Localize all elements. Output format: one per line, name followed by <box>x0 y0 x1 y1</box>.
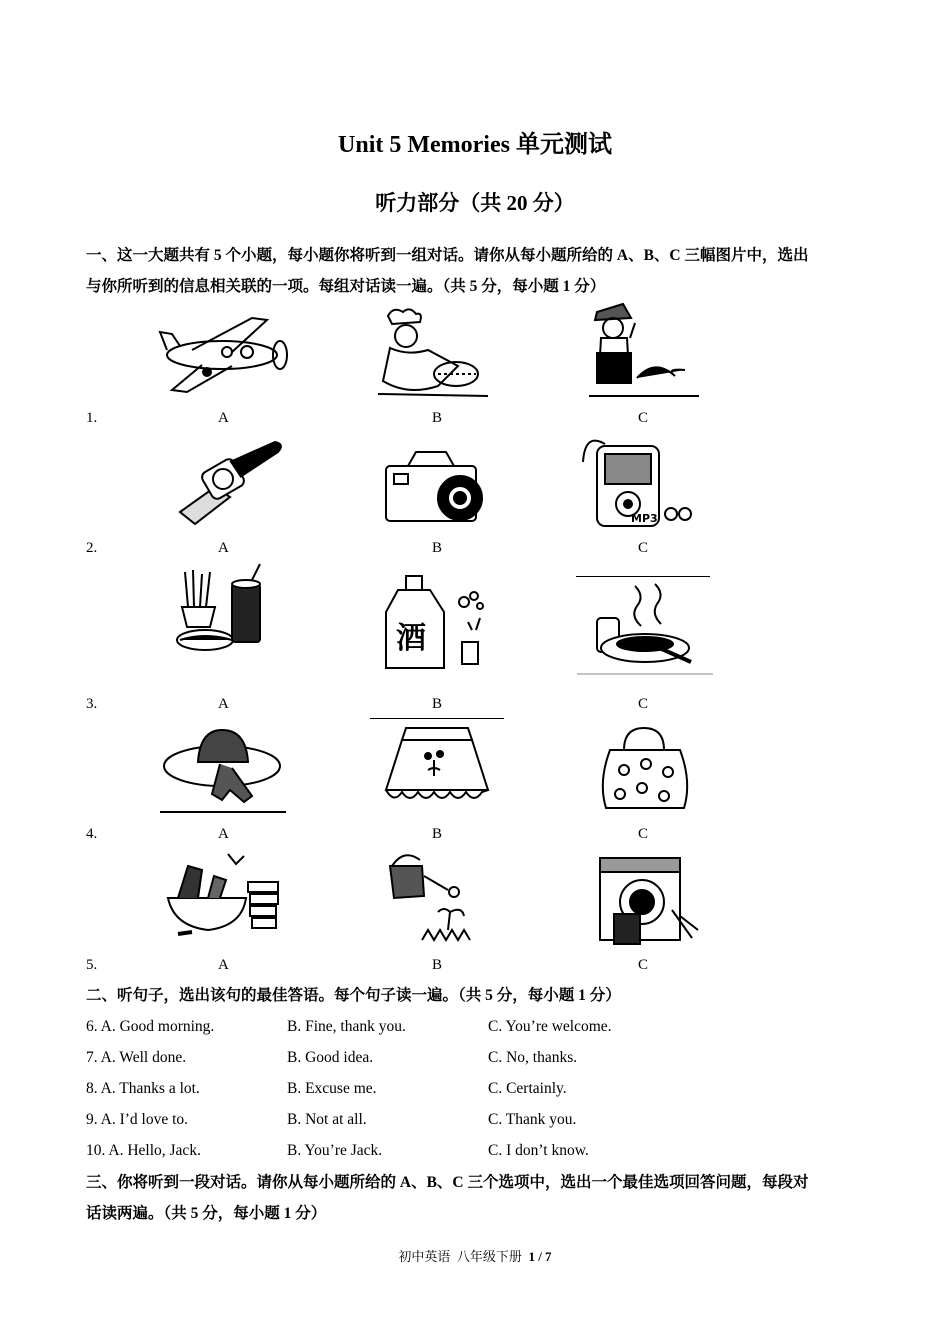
mp3-player-icon <box>575 432 715 532</box>
option-label-b: B <box>432 826 443 842</box>
section2-instruction: 二、听句子，选出该句的最佳答语。每个句子读一遍。（共 5 分，每小题 1 分） <box>86 987 621 1004</box>
page-footer <box>0 1246 950 1265</box>
page-title: Unit 5 Memories 单元测试 <box>338 132 612 158</box>
handbag-icon <box>580 722 720 822</box>
page-number: 1 / 7 <box>528 1249 552 1264</box>
question-option-b: B. Fine, thank you. <box>287 1018 406 1035</box>
question-option-c: C. Certainly. <box>488 1080 567 1097</box>
option-label-c: C <box>638 540 649 556</box>
question-option-b: B. Good idea. <box>287 1049 374 1066</box>
footer-label: 初中英语 八年级下册 <box>398 1249 529 1264</box>
question-option-a: 10. A. Hello, Jack. <box>86 1142 201 1159</box>
hat-icon <box>160 716 300 816</box>
section1-instruction-line2: 与你所听到的信息相关联的一项。每组对话读一遍。（共 5 分，每小题 1 分） <box>86 278 606 295</box>
option-label-b: B <box>432 410 443 426</box>
option-label-a: A <box>218 957 229 973</box>
mp3-label: MP3 <box>631 512 658 525</box>
option-label-a: A <box>218 696 229 712</box>
question-option-a: 9. A. I’d love to. <box>86 1111 189 1128</box>
section3-instruction <box>86 1167 866 1229</box>
option-label-a: A <box>218 826 229 842</box>
skirt-icon <box>368 720 508 820</box>
option-label-a: A <box>218 540 229 556</box>
question-option-b: B. Excuse me. <box>287 1080 377 1097</box>
question-option-c: C. I don’t know. <box>488 1142 589 1159</box>
section3-instruction-line2: 话读两遍。（共 5 分，每小题 1 分） <box>86 1205 327 1222</box>
question-option-a: 8. A. Thanks a lot. <box>86 1080 200 1097</box>
ashtray-icon <box>575 576 715 676</box>
camera-icon <box>368 436 508 536</box>
question-option-a: 7. A. Well done. <box>86 1049 187 1066</box>
option-label-c: C <box>638 410 649 426</box>
question-number: 4. <box>86 826 98 842</box>
section1-instruction-line1: 一、这一大题共有 5 个小题，每小题你将听到一组对话。请你从每小题所给的 A、B、C 三幅图片中，选出 <box>86 247 809 264</box>
question-number: 2. <box>86 540 98 556</box>
question-option-c: C. Thank you. <box>488 1111 577 1128</box>
gardener-icon <box>575 298 715 398</box>
watering-can-icon <box>372 846 512 946</box>
option-label-c: C <box>638 696 649 712</box>
question-option-b: B. Not at all. <box>287 1111 367 1128</box>
question-number: 5. <box>86 957 98 973</box>
liquor-character: 酒 <box>396 621 426 656</box>
option-label-c: C <box>638 826 649 842</box>
option-label-b: B <box>432 540 443 556</box>
washing-machine-icon <box>580 850 720 950</box>
cook-icon <box>368 306 508 406</box>
option-label-b: B <box>432 957 443 973</box>
question-option-c: C. No, thanks. <box>488 1049 578 1066</box>
question-number: 1. <box>86 410 98 426</box>
question-number: 3. <box>86 696 98 712</box>
section1-instruction <box>86 240 866 302</box>
fast-food-icon <box>160 562 300 662</box>
option-label-a: A <box>218 410 229 426</box>
question-option-a: 6. A. Good morning. <box>86 1018 215 1035</box>
dirty-dishes-icon <box>158 846 298 946</box>
question-option-c: C. You’re welcome. <box>488 1018 612 1035</box>
question-option-b: B. You’re Jack. <box>287 1142 383 1159</box>
section3-instruction-line1: 三、你将听到一段对话。请你从每小题所给的 A、B、C 三个选项中，选出一个最佳选项回答问题，每段对 <box>86 1174 809 1191</box>
liquor-bottle-icon <box>368 572 508 672</box>
option-label-c: C <box>638 957 649 973</box>
watch-icon <box>160 432 300 532</box>
section-heading: 听力部分（共 20 分） <box>375 191 575 215</box>
rule-line <box>370 718 504 719</box>
airplane-icon <box>152 310 292 410</box>
option-label-b: B <box>432 696 443 712</box>
